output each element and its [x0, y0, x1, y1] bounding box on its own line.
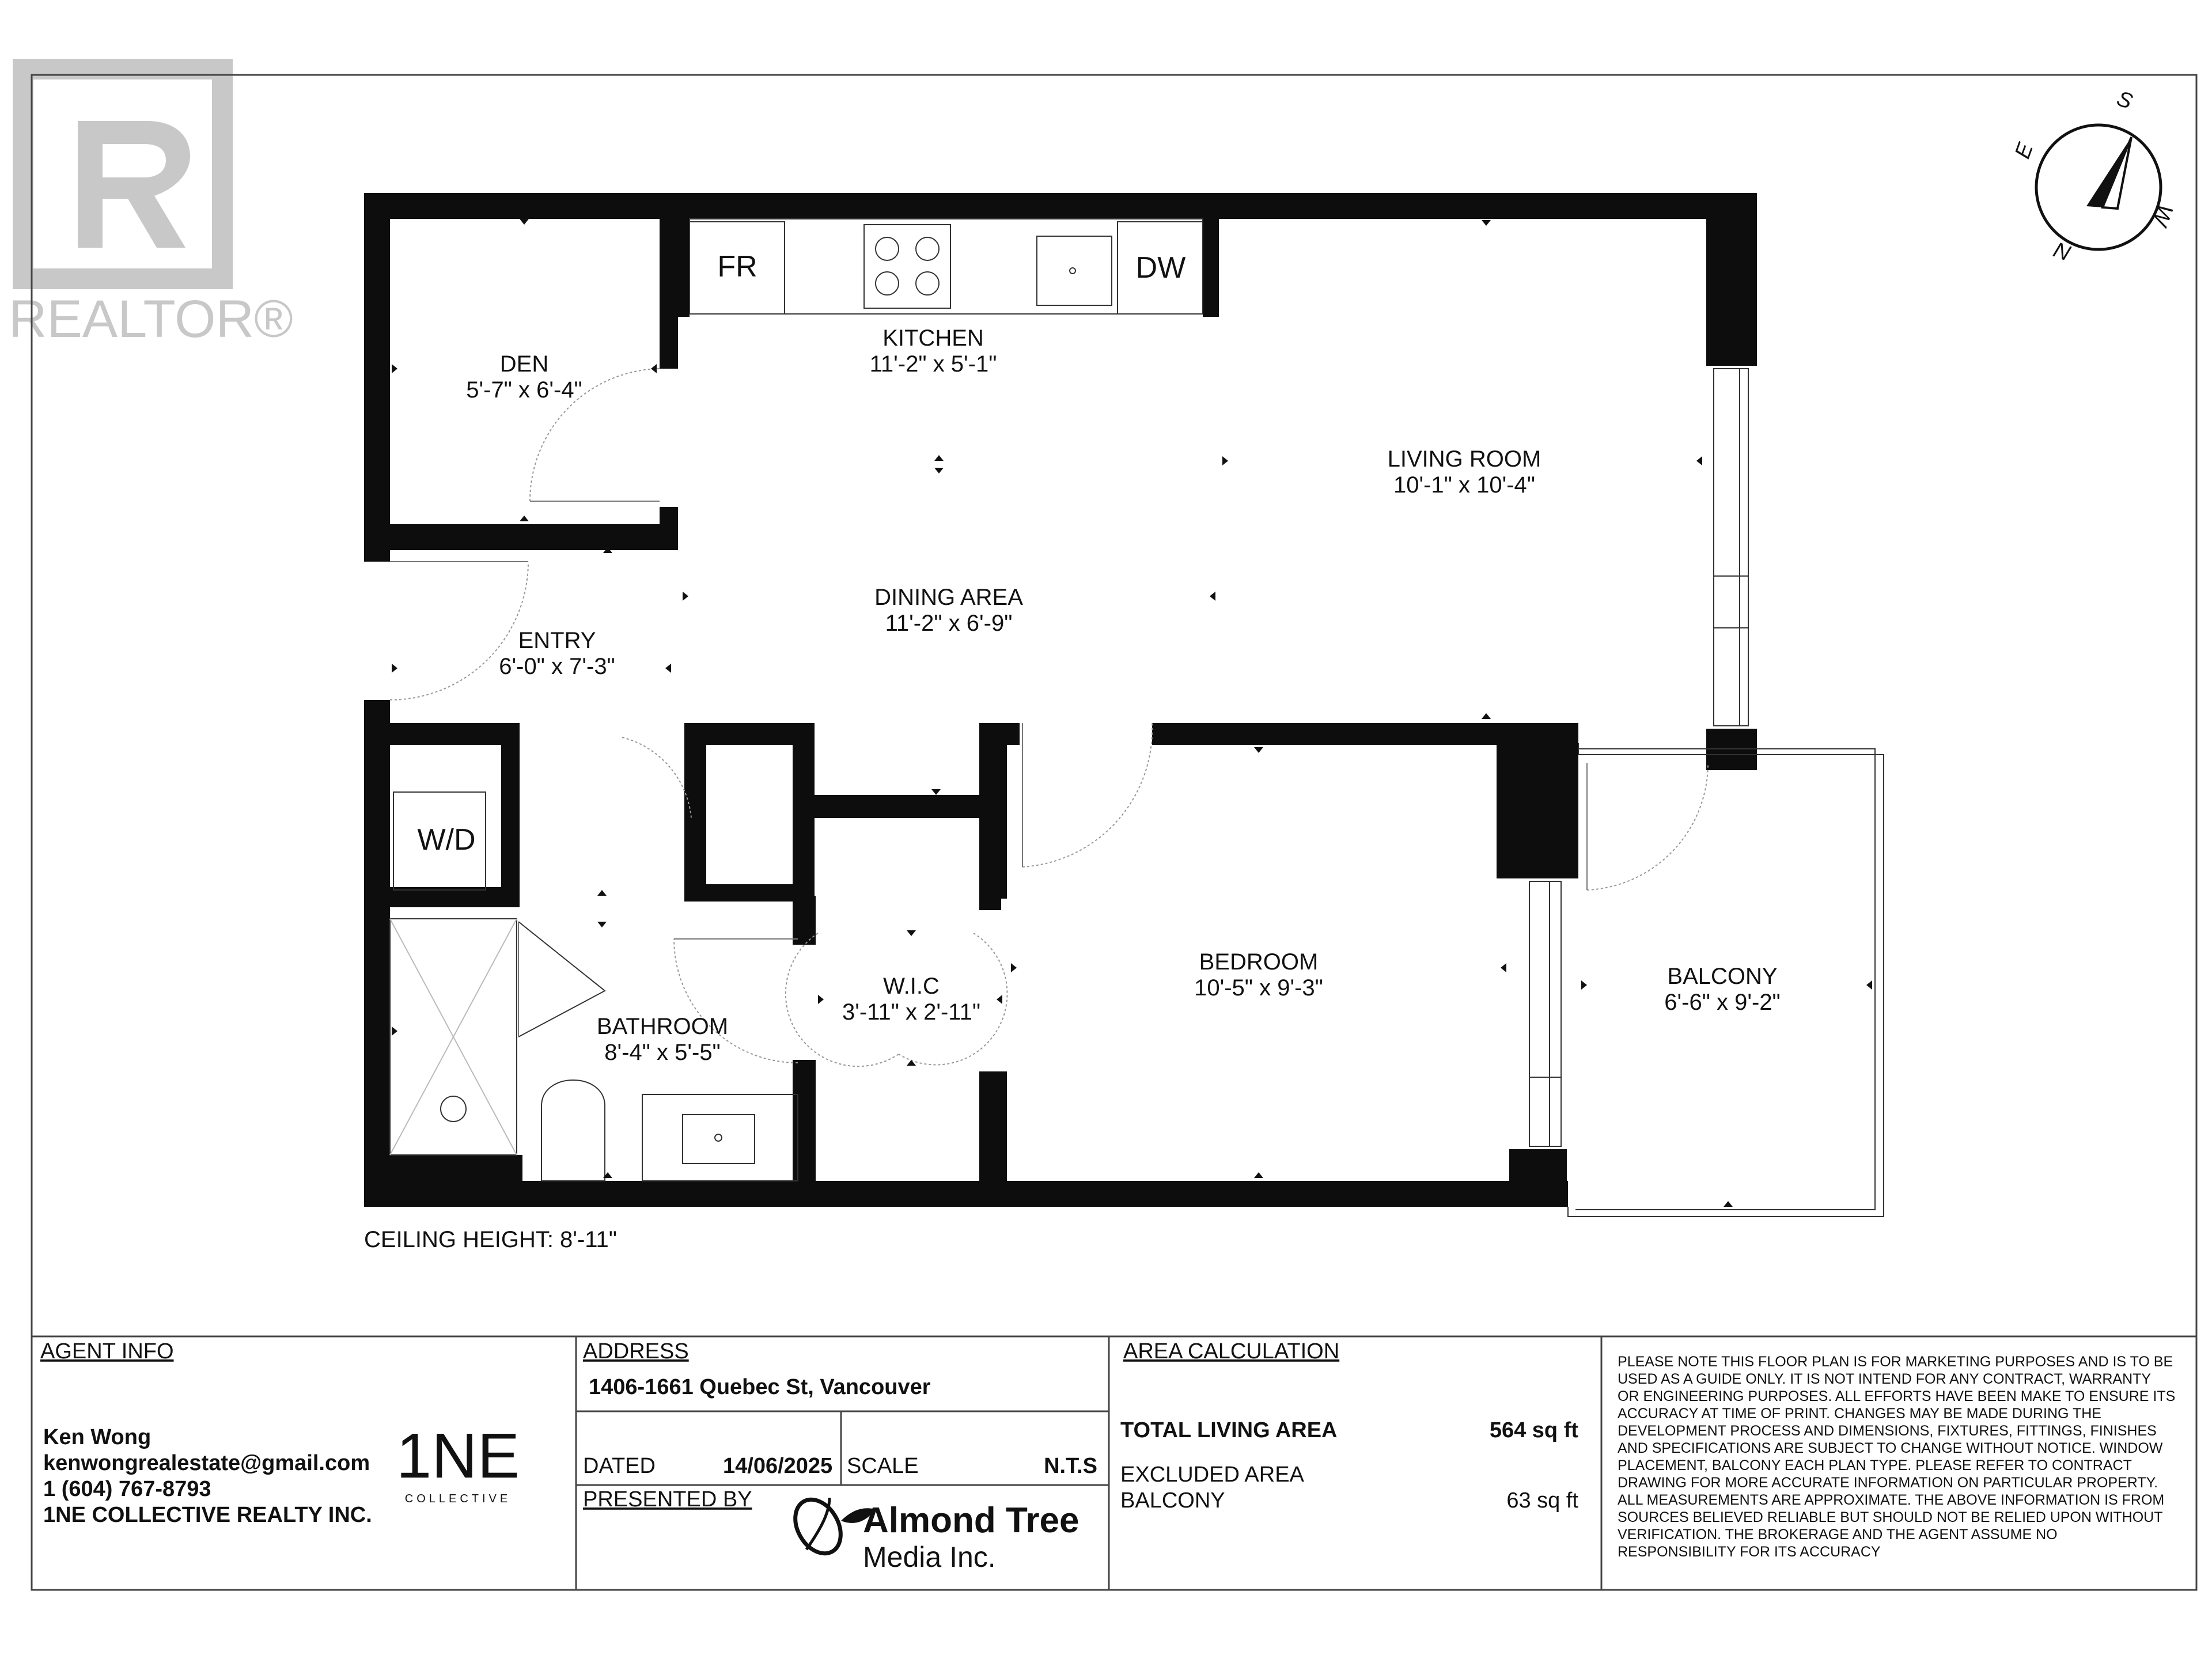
dimension-arrow	[1482, 220, 1491, 226]
room-dim-entry: 6'-0" x 7'-3"	[499, 654, 615, 679]
dimension-arrow	[1482, 713, 1491, 719]
address-value: 1406-1661 Quebec St, Vancouver	[589, 1375, 931, 1399]
washer-dryer-label: W/D	[417, 823, 476, 857]
compass-icon	[2010, 86, 2177, 265]
room-dim-den: 5'-7" x 6'-4"	[466, 377, 582, 403]
dimension-arrow	[1210, 592, 1215, 601]
dimension-arrow	[392, 664, 397, 673]
dimension-arrow	[934, 455, 944, 461]
svg-text:VERIFICATION. THE BROKERAGE AN: VERIFICATION. THE BROKERAGE AND THE AGENT ASSUME NO	[1618, 1527, 2058, 1543]
realtor-watermark	[9, 59, 293, 349]
dimension-arrow	[1254, 1172, 1263, 1178]
dimension-arrow	[392, 364, 397, 373]
presented-by-label: PRESENTED BY	[583, 1487, 752, 1512]
dimension-arrow	[1501, 963, 1506, 972]
svg-text:PLACEMENT, BALCONY EACH PLAN T: PLACEMENT, BALCONY EACH PLAN TYPE. PLEASE REFER TO CONTRACT	[1618, 1457, 2132, 1474]
room-dim-wic: 3'-11" x 2'-11"	[842, 999, 981, 1025]
dated-label: DATED	[583, 1454, 656, 1478]
agent-info-label: AGENT INFO	[40, 1339, 174, 1363]
svg-text:COLLECTIVE: COLLECTIVE	[404, 1493, 512, 1505]
agent-name: Ken Wong	[43, 1425, 151, 1449]
svg-text:SOURCES BELIEVED RELIABLE BUT: SOURCES BELIEVED RELIABLE BUT SHOULD NOT BE RELIED UPON WITHOUT	[1618, 1509, 2163, 1525]
dated-value: 14/06/2025	[723, 1454, 833, 1478]
svg-text:PLEASE NOTE THIS FLOOR PLAN IS: PLEASE NOTE THIS FLOOR PLAN IS FOR MARKETING PURPOSES AND IS TO BE	[1618, 1354, 2173, 1370]
room-dim-kitchen: 11'-2" x 5'-1"	[869, 351, 997, 377]
svg-text:AND SPECIFICATIONS ARE SUBJECT: AND SPECIFICATIONS ARE SUBJECT TO CHANGE WITHOUT NOTICE. WINDOW	[1618, 1440, 2163, 1456]
balcony-area-value: 63 sq ft	[1506, 1488, 1578, 1513]
walls	[364, 193, 1757, 1207]
dimension-arrow	[1724, 1201, 1733, 1207]
title-block	[32, 1336, 2196, 1590]
svg-text:Almond Tree: Almond Tree	[863, 1501, 1080, 1540]
dimension-arrow	[1581, 980, 1587, 990]
svg-text:ACCURACY AT TIME OF PRINT. CHA: ACCURACY AT TIME OF PRINT. CHANGES MAY BE MADE DURING THE	[1618, 1406, 2101, 1422]
balcony-area-label: BALCONY	[1120, 1488, 1225, 1513]
area-calculation-label: AREA CALCULATION	[1123, 1339, 1340, 1363]
svg-text:W: W	[2147, 201, 2178, 229]
svg-text:OR ENGINEERING PURPOSES. ALL E: OR ENGINEERING PURPOSES. ALL EFFORTS HAVE BEEN MAKE TO ENSURE ITS	[1618, 1388, 2176, 1404]
room-dim-bathroom: 8'-4" x 5'-5"	[604, 1040, 721, 1065]
svg-text:E: E	[2010, 139, 2039, 162]
dimension-arrow	[597, 890, 607, 896]
almond-tree-logo	[786, 1491, 1080, 1573]
svg-text:RESPONSIBILITY FOR ITS ACCURAC: RESPONSIBILITY FOR ITS ACCURACY	[1618, 1544, 1881, 1560]
total-living-label: TOTAL LIVING AREA	[1120, 1418, 1338, 1442]
room-name-wic: W.I.C	[883, 974, 940, 999]
scale-value: N.T.S	[1044, 1454, 1097, 1478]
kitchen-counter	[690, 219, 1203, 314]
dimension-arrow	[818, 995, 824, 1004]
room-dim-balcony: 6'-6" x 9'-2"	[1664, 990, 1781, 1015]
fridge-label: FR	[717, 250, 757, 283]
excluded-area-label: EXCLUDED AREA	[1120, 1463, 1304, 1487]
room-name-dining: DINING AREA	[874, 585, 1023, 610]
cooktop	[864, 225, 950, 308]
dimension-arrow	[392, 1027, 397, 1036]
svg-text:USED AS A GUIDE ONLY. IT IS NO: USED AS A GUIDE ONLY. IT IS NOT INTEND FOR ANY CONTRACT, WARRANTY	[1618, 1371, 2152, 1387]
room-dim-living: 10'-1" x 10'-4"	[1393, 472, 1536, 498]
dimension-arrow	[997, 995, 1002, 1004]
room-name-living: LIVING ROOM	[1387, 446, 1541, 472]
dimension-arrow	[1696, 456, 1702, 465]
svg-text:1NE: 1NE	[396, 1421, 520, 1491]
svg-text:DRAWING FOR MORE ACCURATE INFO: DRAWING FOR MORE ACCURATE INFORMATION ON PARTICULAR PROPERTY.	[1618, 1475, 2158, 1491]
svg-text:S: S	[2113, 86, 2136, 115]
dimension-arrow	[1222, 456, 1228, 465]
room-labels	[417, 250, 1780, 1065]
agent-company: 1NE COLLECTIVE REALTY INC.	[43, 1503, 372, 1527]
agent-phone: 1 (604) 767-8793	[43, 1477, 211, 1501]
dimension-arrow	[1254, 747, 1263, 753]
room-name-den: DEN	[499, 351, 549, 377]
svg-text:Media Inc.: Media Inc.	[863, 1541, 996, 1573]
room-name-kitchen: KITCHEN	[882, 325, 984, 351]
dimension-arrow	[931, 789, 941, 795]
room-name-balcony: BALCONY	[1667, 964, 1778, 989]
svg-text:ALL MEASUREMENTS ARE APPROXIMA: ALL MEASUREMENTS ARE APPROXIMATE. THE ABOVE INFORMATION IS FROM	[1618, 1492, 2165, 1508]
dimension-arrow	[907, 1060, 916, 1066]
address-label: ADDRESS	[583, 1339, 689, 1363]
agent-email: kenwongrealestate@gmail.com	[43, 1451, 370, 1475]
toilet	[541, 1080, 605, 1181]
realtor-wordmark: REALTOR®	[9, 290, 293, 349]
total-living-value: 564 sq ft	[1489, 1418, 1578, 1442]
kitchen-sink	[1037, 236, 1112, 305]
vanity	[642, 1094, 798, 1181]
dimension-arrow	[907, 930, 916, 936]
scale-label: SCALE	[847, 1454, 919, 1478]
dimension-arrow	[683, 592, 688, 601]
dimension-arrow	[597, 922, 607, 927]
dimension-arrow	[520, 219, 529, 225]
ceiling-height: CEILING HEIGHT: 8'-11"	[364, 1227, 617, 1252]
room-dim-dining: 11'-2" x 6'-9"	[885, 611, 1013, 636]
dishwasher-label: DW	[1135, 251, 1186, 285]
dimension-arrow	[520, 516, 529, 521]
room-name-bedroom: BEDROOM	[1199, 949, 1319, 975]
dimension-arrow	[1866, 980, 1872, 990]
disclaimer	[1618, 1354, 2175, 1560]
svg-text:DEVELOPMENT PROCESS AND DIMENS: DEVELOPMENT PROCESS AND DIMENSIONS, FIXTURES, FITTINGS, FINISHES	[1618, 1423, 2157, 1439]
room-name-entry: ENTRY	[518, 628, 596, 653]
room-dim-bedroom: 10'-5" x 9'-3"	[1194, 975, 1323, 1001]
dimension-arrow	[665, 664, 671, 673]
dimension-arrow	[651, 364, 657, 373]
dimension-arrow	[934, 468, 944, 474]
dimension-arrow	[1011, 963, 1017, 972]
svg-text:N: N	[2051, 237, 2074, 266]
room-name-bathroom: BATHROOM	[596, 1014, 729, 1039]
agent-brokerage-logo	[396, 1421, 520, 1505]
